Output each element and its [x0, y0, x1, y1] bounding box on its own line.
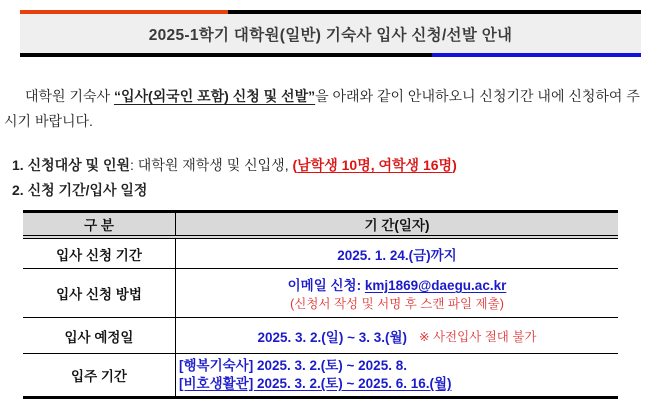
item1-text: : 대학원 재학생 및 신입생, — [130, 157, 293, 173]
movein-date-value: 2025. 3. 2.(일) ~ 3. 3.(월) — [257, 329, 408, 345]
residence-period-line2: [비호생활관] 2025. 3. 2.(토) ~ 2025. 6. 16.(월) — [179, 376, 452, 391]
residence-period-line1: [행복기숙사] 2025. 3. 2.(토) ~ 2025. 8. — [179, 358, 407, 373]
row-label-residence-period: 입주 기간 — [23, 354, 176, 396]
header-cell-period: 기 간(일자) — [364, 218, 430, 233]
title-band — [20, 14, 641, 53]
apply-method-line1 — [288, 274, 507, 294]
email-link[interactable]: kmj1869@daegu.ac.kr — [364, 278, 507, 293]
apply-method-note: (신청서 작성 및 서명 후 스캔 파일 제출) — [290, 297, 504, 311]
row-label-apply-method: 입사 신청 방법 — [23, 269, 176, 317]
item1-quota-highlight: 남학생 10명, 여학생 16명 — [297, 157, 453, 173]
item2-heading: 2. 신청 기간/입사 일정 — [12, 182, 148, 198]
list-item-eligibility — [12, 155, 457, 175]
page-title: 2025-1학기 대학원(일반) 기숙사 입사 신청/선발 안내 — [148, 26, 513, 44]
table-row-residence-period — [23, 354, 618, 396]
list-item-schedule-heading — [12, 180, 147, 200]
row-label-movein-date: 입사 예정일 — [23, 318, 176, 353]
movein-date-warning: ※ 사전입사 절대 불가 — [419, 329, 537, 344]
row-label-apply-period: 입사 신청 기간 — [23, 239, 176, 268]
item1-heading: 1. 신청대상 및 인원 — [12, 157, 131, 173]
intro-lead: 대학원 기숙사 — [25, 88, 114, 104]
table-row-movein-date — [23, 318, 618, 354]
table-header-row — [23, 213, 618, 239]
blue-accent-bar — [432, 53, 641, 57]
schedule-table — [23, 210, 618, 399]
table-row-apply-period — [23, 239, 618, 269]
bottom-rule — [20, 53, 641, 57]
intro-paragraph — [4, 84, 641, 134]
item1-quota-open-paren: ( — [292, 157, 298, 173]
email-label: 이메일 신청: — [287, 278, 365, 293]
intro-quoted-phrase: “입사(외국인 포함) 신청 및 선발” — [113, 88, 316, 104]
item1-quota-close-paren: ) — [452, 157, 457, 173]
header-cell-category: 구 분 — [23, 213, 176, 235]
apply-period-value: 2025. 1. 24.(금)까지 — [337, 247, 457, 263]
table-row-apply-method — [23, 269, 618, 318]
intro-tail: 을 아래와 같이 안내하오니 신청기간 내에 신청하여 주시기 바랍니다. — [4, 88, 640, 129]
